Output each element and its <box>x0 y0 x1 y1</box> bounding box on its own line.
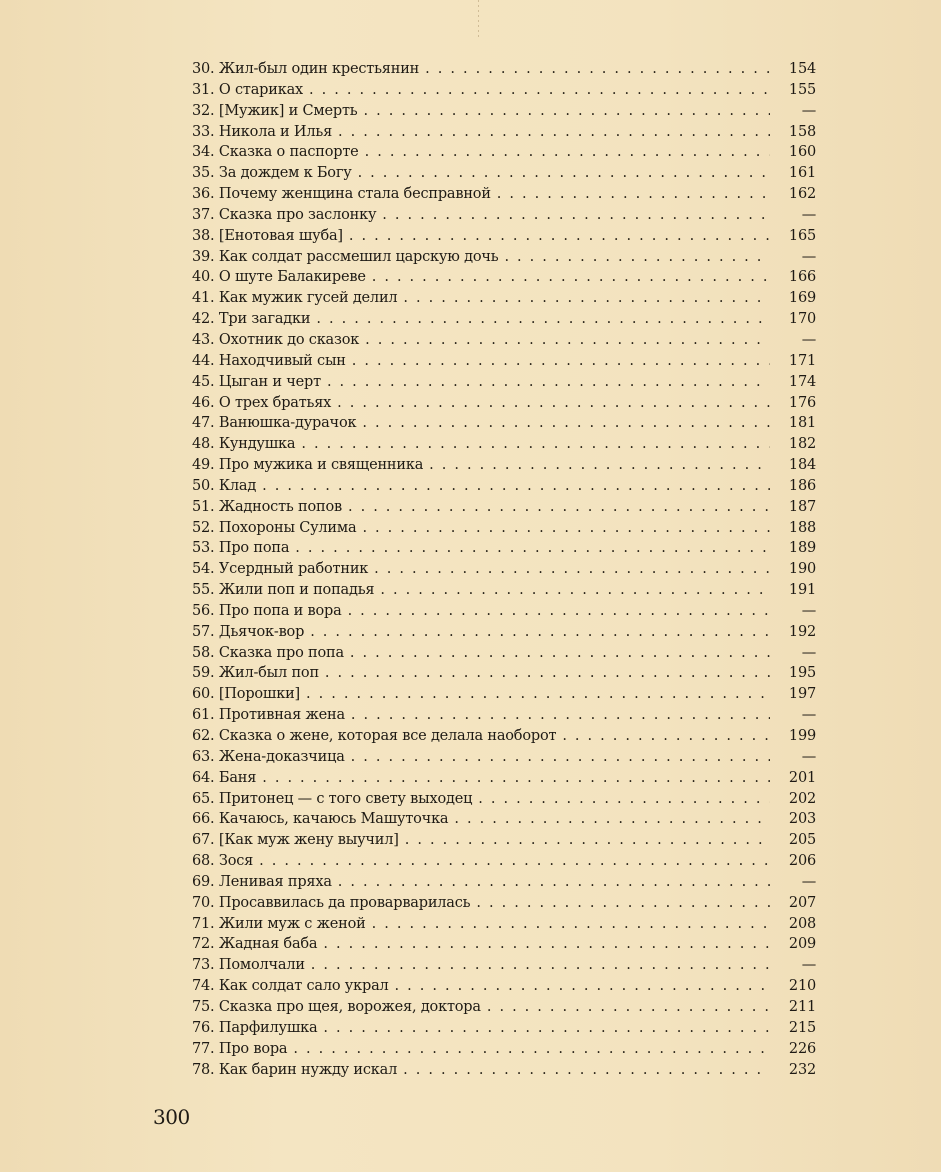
toc-entry-label <box>192 59 425 80</box>
toc-entry-label <box>192 101 363 122</box>
toc-entry-label <box>192 142 365 163</box>
toc-entry <box>192 288 816 309</box>
toc-entry-number: 77. <box>192 1040 215 1057</box>
toc-entry-label <box>192 789 478 810</box>
toc-entry-page: 161 <box>788 165 816 182</box>
dot-leader <box>348 601 770 622</box>
dot-leader <box>358 163 770 184</box>
toc-entry-page: — <box>801 102 816 119</box>
dot-leader <box>338 122 770 143</box>
dot-leader <box>316 309 770 330</box>
dot-leader <box>338 872 770 893</box>
toc-entry-text: Просаввилась да проварварилась <box>218 894 471 911</box>
dot-leader <box>327 372 770 393</box>
toc-entry-text: Про попа <box>218 540 290 557</box>
dot-leader <box>504 247 770 268</box>
dot-leader <box>405 830 770 851</box>
toc-entry <box>192 142 816 163</box>
toc-entry-text: Сказка про щея, ворожея, доктора <box>218 998 481 1015</box>
page-fold-mark <box>478 0 479 40</box>
toc-entry-page: 210 <box>788 978 816 995</box>
toc-entry-label <box>192 663 325 684</box>
toc-entry <box>192 434 816 455</box>
toc-entry-page: 209 <box>788 936 816 953</box>
dot-leader <box>403 1060 770 1081</box>
toc-entry-number: 40. <box>192 269 215 286</box>
toc-entry-number: 64. <box>192 769 215 786</box>
dot-leader <box>352 351 770 372</box>
toc-entry-page: 199 <box>788 728 816 744</box>
toc-entry-number: 59. <box>192 665 215 682</box>
toc-entry-number: 58. <box>192 644 215 661</box>
toc-entry-text: Как солдат сало украл <box>218 978 389 995</box>
toc-entry-page: — <box>801 957 816 974</box>
toc-entry-label <box>192 684 306 705</box>
toc-entry-text: Ванюшка-дурачок <box>218 415 357 432</box>
dot-leader <box>337 393 770 414</box>
toc-entry-label <box>192 288 403 309</box>
toc-entry <box>192 59 816 80</box>
dot-leader <box>323 1018 770 1039</box>
dot-leader <box>497 184 770 205</box>
toc-entry-text: За дождем к Богу <box>218 165 352 182</box>
toc-entry-page: 191 <box>788 582 816 599</box>
toc-entry <box>192 351 816 372</box>
dot-leader <box>309 80 770 101</box>
toc-entry <box>192 518 816 539</box>
toc-entry <box>192 455 816 476</box>
toc-entry-page: 192 <box>788 623 816 640</box>
toc-entry <box>192 643 816 664</box>
toc-entry-text: Притонец — с того свету выходец <box>218 790 473 807</box>
toc-entry-label <box>192 184 497 205</box>
toc-entry <box>192 80 816 101</box>
toc-entry-page: 171 <box>788 352 816 369</box>
dot-leader <box>372 267 770 288</box>
dot-leader <box>362 518 770 539</box>
toc-entry-number: 56. <box>192 602 215 619</box>
toc-entry-number: 61. <box>192 707 215 724</box>
toc-entry-page: — <box>801 873 816 890</box>
toc-entry-page: 186 <box>788 477 816 494</box>
dot-leader <box>351 747 770 768</box>
toc-entry <box>192 622 816 643</box>
toc-entry-page: — <box>801 248 816 265</box>
toc-entry-number: 74. <box>192 978 215 995</box>
toc-entry <box>192 705 816 726</box>
toc-entry-text: Жил-был поп <box>218 665 319 682</box>
toc-entry-label <box>192 1018 323 1039</box>
toc-entry-text: Парфилушка <box>218 1019 318 1036</box>
toc-entry-label <box>192 643 350 664</box>
dot-leader <box>380 580 770 601</box>
toc-entry-page: 203 <box>788 811 816 828</box>
toc-entry-text: Жили поп и попадья <box>218 582 375 599</box>
toc-entry-text: Качаюсь, качаюсь Машуточка <box>218 811 449 828</box>
toc-entry-text: Баня <box>218 769 257 786</box>
toc-entry-label <box>192 122 338 143</box>
toc-entry <box>192 747 816 768</box>
toc-entry-label <box>192 955 311 976</box>
toc-entry-text: Почему женщина стала бесправной <box>218 186 491 203</box>
dot-leader <box>395 976 770 997</box>
toc-entry-label <box>192 247 504 268</box>
toc-entry-number: 55. <box>192 582 215 599</box>
toc-entry <box>192 205 816 226</box>
toc-entry-label <box>192 830 405 851</box>
toc-entry <box>192 809 816 830</box>
toc-entry-page: 190 <box>788 561 816 578</box>
toc-entry <box>192 914 816 935</box>
toc-entry-number: 36. <box>192 186 215 203</box>
dot-leader <box>311 955 770 976</box>
toc-entry <box>192 893 816 914</box>
toc-entry-number: 31. <box>192 81 215 98</box>
toc-entry-page: 176 <box>788 394 816 411</box>
dot-leader <box>348 497 770 518</box>
toc-entry-label <box>192 809 454 830</box>
toc-entry-page: 207 <box>788 894 816 911</box>
toc-entry-label <box>192 205 382 226</box>
dot-leader <box>382 205 770 226</box>
toc-entry-label <box>192 330 365 351</box>
dot-leader <box>293 1039 770 1060</box>
toc-entry-label <box>192 851 259 872</box>
toc-entry-label <box>192 872 338 893</box>
toc-entry-page: 215 <box>788 1019 816 1036</box>
toc-entry-label <box>192 768 262 789</box>
toc-entry-label <box>192 497 348 518</box>
toc-entry-page: 208 <box>788 915 816 932</box>
toc-entry <box>192 1018 816 1039</box>
toc-entry-text: Находчивый сын <box>218 352 346 369</box>
toc-entry <box>192 976 816 997</box>
toc-entry-label <box>192 726 562 747</box>
toc-entry <box>192 955 816 976</box>
dot-leader <box>262 768 770 789</box>
toc-entry <box>192 830 816 851</box>
toc-entry-page: 160 <box>788 144 816 161</box>
toc-entry-text: Как солдат рассмешил царскую дочь <box>218 248 499 265</box>
dot-leader <box>325 663 770 684</box>
toc-entry-text: О шуте Балакиреве <box>218 269 366 286</box>
toc-entry-number: 62. <box>192 728 215 744</box>
toc-entry-number: 42. <box>192 311 215 328</box>
toc-entry-label <box>192 705 351 726</box>
toc-entry-number: 32. <box>192 102 215 119</box>
toc-entry-text: Сказка про попа <box>218 644 344 661</box>
table-of-contents <box>192 59 816 1080</box>
toc-entry-number: 35. <box>192 165 215 182</box>
toc-entry <box>192 247 816 268</box>
toc-entry-page: 174 <box>788 373 816 390</box>
dot-leader <box>478 789 770 810</box>
toc-entry-number: 41. <box>192 290 215 307</box>
toc-entry-number: 70. <box>192 894 215 911</box>
toc-entry-number: 37. <box>192 206 215 223</box>
toc-entry-page: 187 <box>788 498 816 515</box>
toc-entry-page: 202 <box>788 790 816 807</box>
dot-leader <box>454 809 770 830</box>
toc-entry-label <box>192 267 372 288</box>
toc-entry-text: Дьячок-вор <box>218 623 305 640</box>
toc-entry-label <box>192 372 327 393</box>
toc-entry-number: 50. <box>192 477 215 494</box>
page-number: 300 <box>153 1105 190 1129</box>
toc-entry-text: Клад <box>218 477 257 494</box>
toc-entry <box>192 559 816 580</box>
dot-leader <box>310 622 770 643</box>
toc-entry <box>192 413 816 434</box>
toc-entry-label <box>192 997 487 1018</box>
dot-leader <box>365 330 770 351</box>
toc-entry-text: Про попа и вора <box>218 602 342 619</box>
toc-entry-text: Охотник до сказок <box>218 331 360 348</box>
toc-entry <box>192 851 816 872</box>
toc-entry <box>192 476 816 497</box>
toc-entry-label <box>192 914 372 935</box>
toc-entry-text: Противная жена <box>218 707 345 724</box>
toc-entry-number: 66. <box>192 811 215 828</box>
toc-entry <box>192 768 816 789</box>
toc-entry-number: 46. <box>192 394 215 411</box>
toc-entry <box>192 330 816 351</box>
toc-entry-text: Жил-был один крестьянин <box>218 61 420 77</box>
toc-entry-number: 76. <box>192 1019 215 1036</box>
dot-leader <box>349 226 770 247</box>
toc-entry-number: 72. <box>192 936 215 953</box>
toc-entry-number: 69. <box>192 873 215 890</box>
toc-entry-text: Жадность попов <box>218 498 342 515</box>
toc-entry-number: 38. <box>192 227 215 244</box>
toc-entry-label <box>192 934 323 955</box>
toc-entry-page: 169 <box>788 290 816 307</box>
toc-entry-page: 188 <box>788 519 816 536</box>
toc-entry-page: 189 <box>788 540 816 557</box>
toc-entry <box>192 1060 816 1081</box>
dot-leader <box>262 476 770 497</box>
toc-entry-number: 33. <box>192 123 215 140</box>
toc-entry-text: [Как муж жену выучил] <box>218 832 399 849</box>
toc-entry-text: Как мужик гусей делил <box>218 290 398 307</box>
dot-leader <box>295 538 770 559</box>
toc-entry <box>192 601 816 622</box>
toc-entry-text: Про мужика и священника <box>218 457 424 474</box>
toc-entry <box>192 122 816 143</box>
toc-entry-text: [Мужик] и Смерть <box>218 102 358 119</box>
toc-entry-text: Жадная баба <box>218 936 318 953</box>
toc-entry-text: Похороны Сулима <box>218 519 357 536</box>
toc-entry <box>192 497 816 518</box>
toc-entry-page: 226 <box>788 1040 816 1057</box>
toc-entry-number: 75. <box>192 998 215 1015</box>
toc-entry-page: 170 <box>788 311 816 328</box>
toc-entry-label <box>192 476 262 497</box>
toc-entry-page: — <box>801 331 816 348</box>
toc-entry-text: Три загадки <box>218 311 311 328</box>
toc-entry-page: — <box>801 206 816 223</box>
toc-entry-number: 47. <box>192 415 215 432</box>
toc-entry-label <box>192 538 295 559</box>
dot-leader <box>562 726 770 747</box>
toc-entry-page: — <box>801 748 816 765</box>
toc-entry <box>192 997 816 1018</box>
dot-leader <box>323 934 770 955</box>
toc-entry-label <box>192 976 395 997</box>
toc-entry <box>192 226 816 247</box>
dot-leader <box>259 851 770 872</box>
toc-entry-label <box>192 518 362 539</box>
toc-entry-label <box>192 226 349 247</box>
toc-entry <box>192 538 816 559</box>
toc-entry-label <box>192 413 362 434</box>
dot-leader <box>429 455 770 476</box>
toc-entry <box>192 663 816 684</box>
toc-entry-text: [Енотовая шуба] <box>218 227 343 244</box>
toc-entry-page: 205 <box>788 832 816 849</box>
toc-entry <box>192 789 816 810</box>
toc-entry-number: 60. <box>192 686 215 703</box>
toc-entry-text: Жили муж с женой <box>218 915 366 932</box>
toc-entry-page: 211 <box>788 998 816 1015</box>
toc-entry <box>192 163 816 184</box>
dot-leader <box>350 643 770 664</box>
toc-entry-text: Сказка про заслонку <box>218 206 377 223</box>
toc-entry-number: 53. <box>192 540 215 557</box>
toc-entry-text: Никола и Илья <box>218 123 333 140</box>
toc-entry-label <box>192 622 310 643</box>
toc-entry-text: Кундушка <box>218 436 296 453</box>
toc-entry-number: 30. <box>192 61 215 77</box>
toc-entry-page: 155 <box>788 81 816 98</box>
toc-entry <box>192 934 816 955</box>
toc-entry <box>192 872 816 893</box>
toc-entry <box>192 184 816 205</box>
toc-entry-number: 78. <box>192 1061 215 1078</box>
toc-entry-text: Про вора <box>218 1040 288 1057</box>
dot-leader <box>374 559 770 580</box>
toc-entry-label <box>192 351 352 372</box>
toc-entry-page: — <box>801 602 816 619</box>
toc-entry <box>192 309 816 330</box>
toc-entry-page: 166 <box>788 269 816 286</box>
toc-entry-number: 52. <box>192 519 215 536</box>
toc-entry-text: Ленивая пряха <box>218 873 332 890</box>
dot-leader <box>363 101 770 122</box>
dot-leader <box>365 142 770 163</box>
dot-leader <box>476 893 770 914</box>
toc-entry-page: 181 <box>788 415 816 432</box>
toc-entry-page: 201 <box>788 769 816 786</box>
toc-entry <box>192 1039 816 1060</box>
toc-entry <box>192 726 816 747</box>
toc-entry-page: 182 <box>788 436 816 453</box>
toc-entry-text: Помолчали <box>218 957 305 974</box>
toc-entry-page: 195 <box>788 665 816 682</box>
dot-leader <box>351 705 770 726</box>
toc-entry-page: 162 <box>788 186 816 203</box>
toc-entry-text: Зося <box>218 853 254 870</box>
toc-entry-number: 44. <box>192 352 215 369</box>
toc-entry-label <box>192 559 374 580</box>
toc-entry-label <box>192 80 309 101</box>
toc-entry-number: 45. <box>192 373 215 390</box>
toc-entry-text: [Порошки] <box>218 686 300 703</box>
toc-entry-text: Как барин нужду искал <box>218 1061 398 1078</box>
toc-entry-label <box>192 309 316 330</box>
dot-leader <box>425 59 770 80</box>
toc-entry-text: О трех братьях <box>218 394 332 411</box>
toc-entry <box>192 393 816 414</box>
toc-entry <box>192 267 816 288</box>
toc-entry-number: 63. <box>192 748 215 765</box>
toc-entry-page: — <box>801 644 816 661</box>
toc-entry-number: 54. <box>192 561 215 578</box>
toc-entry-label <box>192 393 337 414</box>
toc-entry-page: 197 <box>788 686 816 703</box>
toc-entry <box>192 101 816 122</box>
toc-entry-page: 154 <box>788 61 816 77</box>
toc-entry-number: 65. <box>192 790 215 807</box>
toc-entry-number: 34. <box>192 144 215 161</box>
dot-leader <box>372 914 770 935</box>
dot-leader <box>487 997 770 1018</box>
toc-entry-number: 48. <box>192 436 215 453</box>
toc-entry-label <box>192 747 351 768</box>
toc-entry-text: Жена-доказчица <box>218 748 345 765</box>
toc-entry-number: 39. <box>192 248 215 265</box>
toc-entry-page: 165 <box>788 227 816 244</box>
toc-entry <box>192 372 816 393</box>
toc-entry-text: Цыган и черт <box>218 373 321 390</box>
toc-entry-page: 232 <box>788 1061 816 1078</box>
toc-entry-number: 51. <box>192 498 215 515</box>
toc-entry-page: 206 <box>788 853 816 870</box>
toc-entry-label <box>192 601 348 622</box>
toc-entry-number: 68. <box>192 853 215 870</box>
toc-entry-label <box>192 163 358 184</box>
toc-entry-text: Усердный работник <box>218 561 369 578</box>
toc-entry-label <box>192 1060 403 1081</box>
toc-entry-number: 43. <box>192 331 215 348</box>
toc-entry-label <box>192 580 380 601</box>
toc-entry <box>192 580 816 601</box>
dot-leader <box>306 684 770 705</box>
toc-entry-number: 73. <box>192 957 215 974</box>
toc-entry-page: 158 <box>788 123 816 140</box>
dot-leader <box>403 288 770 309</box>
toc-entry-text: Сказка о паспорте <box>218 144 359 161</box>
toc-entry-label <box>192 434 301 455</box>
dot-leader <box>362 413 770 434</box>
toc-entry-label <box>192 455 429 476</box>
toc-entry-page: 184 <box>788 457 816 474</box>
toc-entry-page: — <box>801 707 816 724</box>
dot-leader <box>301 434 770 455</box>
toc-entry-number: 67. <box>192 832 215 849</box>
toc-entry <box>192 684 816 705</box>
toc-entry-number: 49. <box>192 457 215 474</box>
toc-entry-number: 71. <box>192 915 215 932</box>
toc-entry-text: Сказка о жене, которая все делала наоборот <box>218 728 557 744</box>
toc-entry-label <box>192 893 476 914</box>
toc-entry-label <box>192 1039 293 1060</box>
toc-entry-number: 57. <box>192 623 215 640</box>
toc-entry-text: О стариках <box>218 81 304 98</box>
